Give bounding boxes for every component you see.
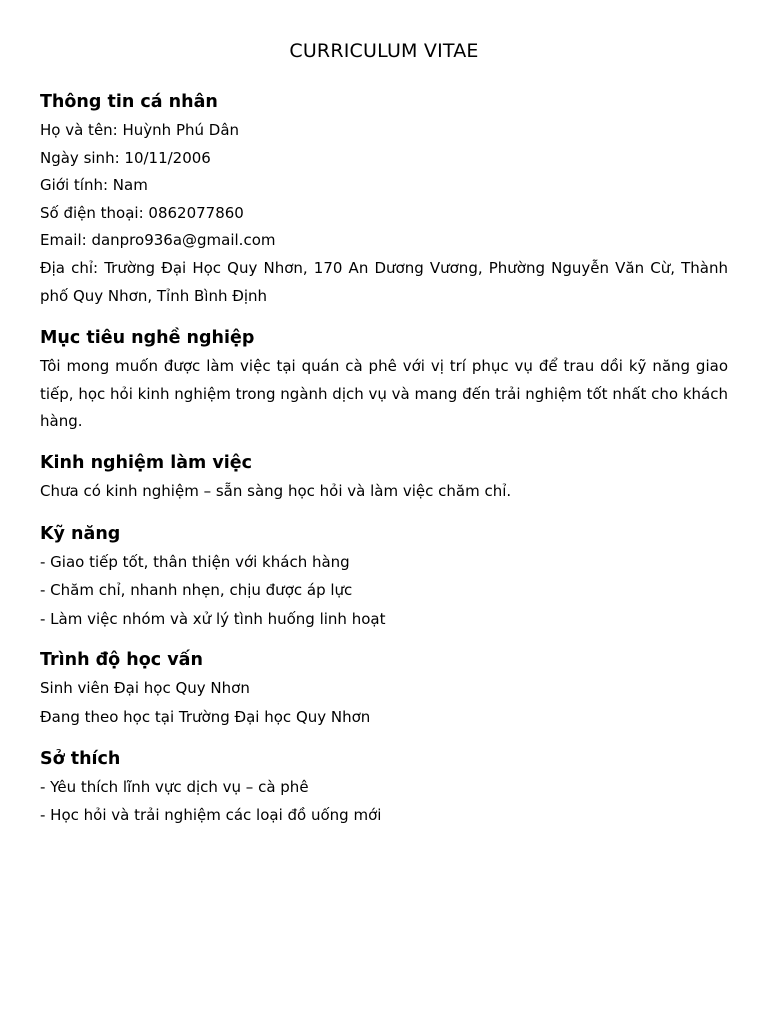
gender: Giới tính: Nam	[40, 176, 148, 195]
education-line: Đang theo học tại Trường Đại học Quy Nhơn	[40, 707, 371, 726]
birth-date: Ngày sinh: 10/11/2006	[40, 148, 211, 167]
career-objective-text: Tôi mong muốn được làm việc tại quán cà phê với vị trí phục vụ để trau dồi kỹ năng giao tiếp, học hỏi kinh nghiệm trong ngành dịch vụ và mang đến trải nghiệm tốt nhất cho khách hàng.	[40, 357, 729, 431]
work-experience-heading: Kinh nghiệm làm việc	[40, 452, 252, 473]
hobby-item: - Học hỏi và trải nghiệm các loại đồ uống mới	[40, 806, 382, 825]
hobbies-list	[40, 774, 728, 830]
education-line: Sinh viên Đại học Quy Nhơn	[40, 679, 250, 698]
career-objective-heading: Mục tiêu nghề nghiệp	[40, 328, 255, 349]
education-section	[40, 646, 728, 731]
skills-list	[40, 549, 728, 634]
skill-item: - Chăm chỉ, nhanh nhẹn, chịu được áp lực	[40, 581, 353, 600]
work-experience-section	[40, 449, 728, 506]
hobbies-section	[40, 745, 728, 830]
education-list	[40, 675, 728, 731]
hobby-item: - Yêu thích lĩnh vực dịch vụ – cà phê	[40, 777, 309, 796]
career-objective-section	[40, 324, 728, 436]
email-address: Email: danpro936a@gmail.com	[40, 231, 276, 250]
education-heading: Trình độ học vấn	[40, 650, 203, 671]
document-title: CURRICULUM VITAE	[289, 40, 479, 62]
work-experience-text: Chưa có kinh nghiệm – sẵn sàng học hỏi và làm việc chăm chỉ.	[40, 481, 512, 500]
skills-heading: Kỹ năng	[40, 523, 121, 544]
personal-info-heading: Thông tin cá nhân	[40, 92, 218, 112]
personal-info-section	[40, 88, 728, 310]
full-name: Họ và tên: Huỳnh Phú Dân	[40, 121, 240, 139]
skill-item: - Giao tiếp tốt, thân thiện với khách hàng	[40, 552, 350, 571]
skills-section	[40, 520, 728, 634]
phone-number: Số điện thoại: 0862077860	[40, 203, 244, 222]
home-address: Địa chỉ: Trường Đại Học Quy Nhơn, 170 An Dương Vương, Phường Nguyễn Văn Cừ, Thành phố Quy Nhơn, Tỉnh Bình Định	[40, 258, 728, 305]
hobbies-heading: Sở thích	[40, 748, 121, 769]
skill-item: - Làm việc nhóm và xử lý tình huống linh hoạt	[40, 609, 386, 628]
